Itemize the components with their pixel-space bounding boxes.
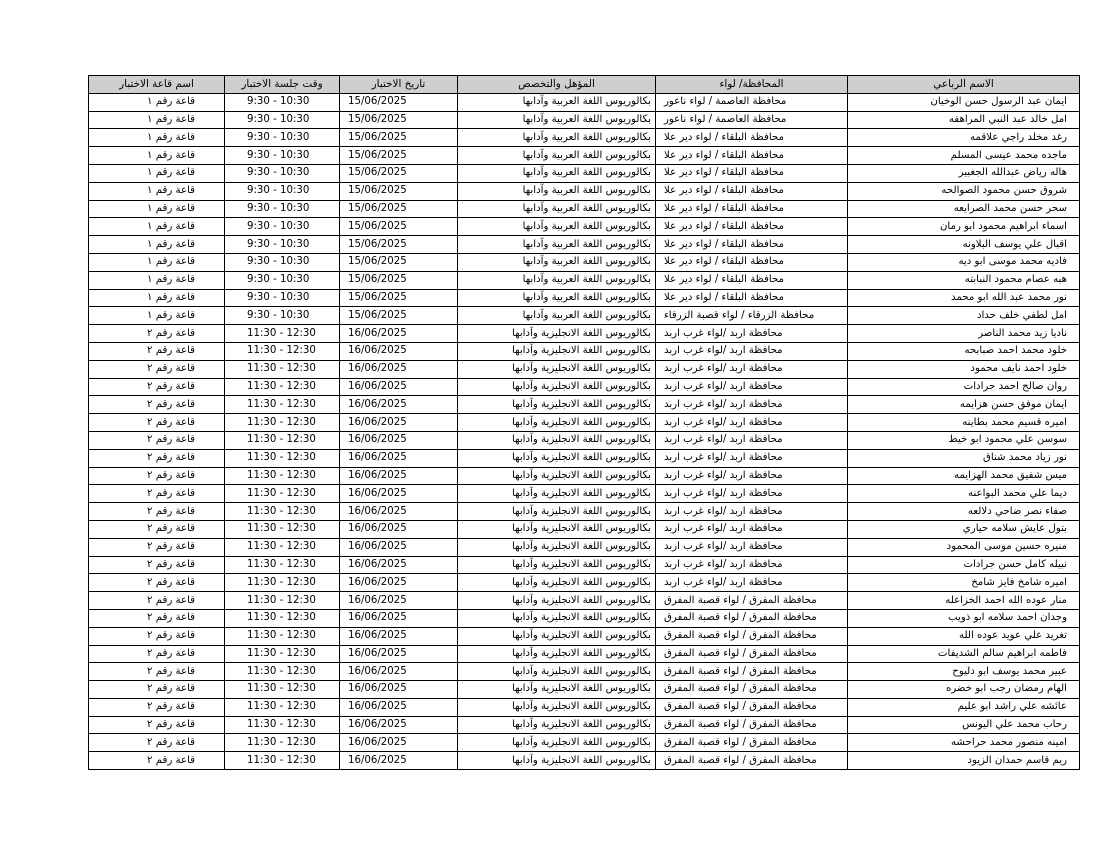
cell-qualification: بكالوريوس اللغة الانجليزية وآدابها [458, 698, 656, 716]
cell-exam-date: 15/06/2025 [340, 129, 458, 147]
cell-exam-date: 16/06/2025 [340, 538, 458, 556]
cell-session-time: 11:30 - 12:30 [225, 378, 340, 396]
header-hall: اسم قاعة الاختبار [89, 76, 225, 94]
cell-governorate: محافظة البلقاء / لواء دير علا [656, 129, 848, 147]
cell-name: ايمان موفق حسن هزايمه [848, 396, 1080, 414]
header-name: الاسم الرباعي [848, 76, 1080, 94]
cell-name: ريم قاسم حمدان الزيود [848, 752, 1080, 770]
cell-governorate: محافظة اربد /لواء غرب اربد [656, 449, 848, 467]
cell-name: شروق حسن محمود الصوالحه [848, 182, 1080, 200]
cell-session-time: 11:30 - 12:30 [225, 396, 340, 414]
cell-session-time: 11:30 - 12:30 [225, 431, 340, 449]
cell-governorate: محافظة المفرق / لواء قصبة المفرق [656, 645, 848, 663]
cell-session-time: 9:30 - 10:30 [225, 147, 340, 165]
cell-exam-date: 16/06/2025 [340, 609, 458, 627]
cell-hall: قاعة رقم ٢ [89, 414, 225, 432]
cell-name: نور محمد عبد الله ابو محمد [848, 289, 1080, 307]
cell-exam-date: 16/06/2025 [340, 325, 458, 343]
cell-name: رحاب محمد علي اليونس [848, 716, 1080, 734]
cell-session-time: 11:30 - 12:30 [225, 574, 340, 592]
cell-name: وجدان احمد سلامه ابو ذويب [848, 609, 1080, 627]
table-row [89, 93, 1080, 111]
table-row [89, 289, 1080, 307]
cell-name: امل خالد عبد النبي المراهفه [848, 111, 1080, 129]
cell-session-time: 11:30 - 12:30 [225, 485, 340, 503]
cell-hall: قاعة رقم ١ [89, 200, 225, 218]
cell-hall: قاعة رقم ٢ [89, 609, 225, 627]
cell-session-time: 11:30 - 12:30 [225, 663, 340, 681]
cell-hall: قاعة رقم ٢ [89, 485, 225, 503]
cell-name: اميره شامخ فايز شامخ [848, 574, 1080, 592]
cell-governorate: محافظة اربد /لواء غرب اربد [656, 485, 848, 503]
cell-qualification: بكالوريوس اللغة الانجليزية وآدابها [458, 609, 656, 627]
cell-qualification: بكالوريوس اللغة الانجليزية وآدابها [458, 396, 656, 414]
cell-session-time: 11:30 - 12:30 [225, 342, 340, 360]
cell-exam-date: 15/06/2025 [340, 253, 458, 271]
cell-exam-date: 16/06/2025 [340, 716, 458, 734]
cell-hall: قاعة رقم ١ [89, 129, 225, 147]
cell-qualification: بكالوريوس اللغة العربية وآدابها [458, 253, 656, 271]
table-row [89, 645, 1080, 663]
cell-qualification: بكالوريوس اللغة الانجليزية وآدابها [458, 485, 656, 503]
cell-session-time: 11:30 - 12:30 [225, 414, 340, 432]
cell-qualification: بكالوريوس اللغة الانجليزية وآدابها [458, 681, 656, 699]
cell-session-time: 11:30 - 12:30 [225, 609, 340, 627]
table-row [89, 431, 1080, 449]
cell-hall: قاعة رقم ١ [89, 236, 225, 254]
cell-qualification: بكالوريوس اللغة العربية وآدابها [458, 236, 656, 254]
cell-name: عائشه علي راشد ابو عليم [848, 698, 1080, 716]
cell-exam-date: 15/06/2025 [340, 93, 458, 111]
cell-qualification: بكالوريوس اللغة العربية وآدابها [458, 129, 656, 147]
cell-governorate: محافظة العاصمة / لواء ناعور [656, 111, 848, 129]
cell-name: روان صالح احمد جرادات [848, 378, 1080, 396]
cell-session-time: 11:30 - 12:30 [225, 627, 340, 645]
cell-session-time: 9:30 - 10:30 [225, 307, 340, 325]
cell-qualification: بكالوريوس اللغة الانجليزية وآدابها [458, 360, 656, 378]
cell-governorate: محافظة البلقاء / لواء دير علا [656, 253, 848, 271]
cell-session-time: 9:30 - 10:30 [225, 111, 340, 129]
cell-session-time: 11:30 - 12:30 [225, 592, 340, 610]
cell-governorate: محافظة المفرق / لواء قصبة المفرق [656, 592, 848, 610]
exam-schedule-table [88, 75, 1080, 770]
cell-session-time: 9:30 - 10:30 [225, 289, 340, 307]
cell-hall: قاعة رقم ١ [89, 218, 225, 236]
header-row [89, 76, 1080, 94]
cell-governorate: محافظة اربد /لواء غرب اربد [656, 520, 848, 538]
cell-governorate: محافظة اربد /لواء غرب اربد [656, 574, 848, 592]
cell-session-time: 11:30 - 12:30 [225, 538, 340, 556]
cell-exam-date: 16/06/2025 [340, 449, 458, 467]
cell-session-time: 9:30 - 10:30 [225, 182, 340, 200]
cell-hall: قاعة رقم ٢ [89, 592, 225, 610]
cell-governorate: محافظة البلقاء / لواء دير علا [656, 182, 848, 200]
cell-hall: قاعة رقم ١ [89, 307, 225, 325]
table-row [89, 200, 1080, 218]
table-body [89, 93, 1080, 769]
cell-qualification: بكالوريوس اللغة الانجليزية وآدابها [458, 574, 656, 592]
cell-governorate: محافظة اربد /لواء غرب اربد [656, 556, 848, 574]
cell-governorate: محافظة المفرق / لواء قصبة المفرق [656, 681, 848, 699]
table-row [89, 253, 1080, 271]
cell-session-time: 11:30 - 12:30 [225, 734, 340, 752]
table-row [89, 396, 1080, 414]
table-row [89, 342, 1080, 360]
cell-name: نور زياد محمد شناق [848, 449, 1080, 467]
cell-exam-date: 16/06/2025 [340, 431, 458, 449]
cell-hall: قاعة رقم ١ [89, 271, 225, 289]
cell-qualification: بكالوريوس اللغة الانجليزية وآدابها [458, 645, 656, 663]
cell-name: اميره قسيم محمد بطاينه [848, 414, 1080, 432]
cell-name: سوسن علي محمود ابو خيط [848, 431, 1080, 449]
cell-governorate: محافظة المفرق / لواء قصبة المفرق [656, 698, 848, 716]
cell-governorate: محافظة المفرق / لواء قصبة المفرق [656, 663, 848, 681]
cell-session-time: 11:30 - 12:30 [225, 556, 340, 574]
cell-qualification: بكالوريوس اللغة الانجليزية وآدابها [458, 592, 656, 610]
cell-exam-date: 16/06/2025 [340, 503, 458, 521]
cell-session-time: 11:30 - 12:30 [225, 698, 340, 716]
cell-governorate: محافظة اربد /لواء غرب اربد [656, 467, 848, 485]
table-row [89, 734, 1080, 752]
cell-name: الهام رمضان رجب ابو خضره [848, 681, 1080, 699]
cell-governorate: محافظة المفرق / لواء قصبة المفرق [656, 716, 848, 734]
cell-governorate: محافظة اربد /لواء غرب اربد [656, 503, 848, 521]
table-row [89, 325, 1080, 343]
cell-hall: قاعة رقم ٢ [89, 716, 225, 734]
cell-exam-date: 16/06/2025 [340, 681, 458, 699]
cell-name: تغريد علي عويد عوده الله [848, 627, 1080, 645]
cell-qualification: بكالوريوس اللغة العربية وآدابها [458, 307, 656, 325]
table-row [89, 111, 1080, 129]
table-row [89, 627, 1080, 645]
cell-exam-date: 16/06/2025 [340, 734, 458, 752]
cell-name: صفاء نصر ضاحي دلالعه [848, 503, 1080, 521]
cell-name: ميس شفيق محمد الهزايمه [848, 467, 1080, 485]
cell-name: خلود محمد احمد صبابحه [848, 342, 1080, 360]
table-row [89, 449, 1080, 467]
cell-hall: قاعة رقم ٢ [89, 663, 225, 681]
table-row [89, 467, 1080, 485]
cell-exam-date: 16/06/2025 [340, 414, 458, 432]
cell-exam-date: 16/06/2025 [340, 342, 458, 360]
cell-qualification: بكالوريوس اللغة الانجليزية وآدابها [458, 378, 656, 396]
table-row [89, 681, 1080, 699]
cell-exam-date: 16/06/2025 [340, 360, 458, 378]
cell-governorate: محافظة المفرق / لواء قصبة المفرق [656, 627, 848, 645]
cell-governorate: محافظة اربد /لواء غرب اربد [656, 431, 848, 449]
table-row [89, 147, 1080, 165]
cell-qualification: بكالوريوس اللغة الانجليزية وآدابها [458, 538, 656, 556]
cell-hall: قاعة رقم ٢ [89, 627, 225, 645]
table-row [89, 182, 1080, 200]
header-session-time: وقت جلسة الاختبار [225, 76, 340, 94]
cell-exam-date: 16/06/2025 [340, 574, 458, 592]
cell-governorate: محافظة الزرقاء / لواء قصبة الزرقاء [656, 307, 848, 325]
cell-name: بتول عايش سلامه حياري [848, 520, 1080, 538]
cell-session-time: 11:30 - 12:30 [225, 520, 340, 538]
cell-session-time: 9:30 - 10:30 [225, 271, 340, 289]
table-row [89, 752, 1080, 770]
cell-name: عبير محمد يوسف ابو دليوح [848, 663, 1080, 681]
header-governorate: المحافظة/ لواء [656, 76, 848, 94]
cell-name: فاديه محمد موسى ابو ديه [848, 253, 1080, 271]
cell-exam-date: 16/06/2025 [340, 663, 458, 681]
cell-session-time: 9:30 - 10:30 [225, 253, 340, 271]
cell-hall: قاعة رقم ٢ [89, 538, 225, 556]
cell-exam-date: 15/06/2025 [340, 218, 458, 236]
cell-governorate: محافظة المفرق / لواء قصبة المفرق [656, 752, 848, 770]
cell-name: فاطمه ابراهيم سالم الشديفات [848, 645, 1080, 663]
table-row [89, 698, 1080, 716]
cell-hall: قاعة رقم ٢ [89, 698, 225, 716]
cell-exam-date: 16/06/2025 [340, 627, 458, 645]
cell-hall: قاعة رقم ٢ [89, 681, 225, 699]
table-row [89, 164, 1080, 182]
cell-qualification: بكالوريوس اللغة العربية وآدابها [458, 147, 656, 165]
cell-qualification: بكالوريوس اللغة الانجليزية وآدابها [458, 503, 656, 521]
table-row [89, 236, 1080, 254]
cell-name: امينه منصور محمد حراحشه [848, 734, 1080, 752]
cell-governorate: محافظة اربد /لواء غرب اربد [656, 396, 848, 414]
cell-qualification: بكالوريوس اللغة الانجليزية وآدابها [458, 734, 656, 752]
cell-hall: قاعة رقم ٢ [89, 467, 225, 485]
cell-hall: قاعة رقم ١ [89, 147, 225, 165]
cell-session-time: 9:30 - 10:30 [225, 218, 340, 236]
cell-governorate: محافظة اربد /لواء غرب اربد [656, 342, 848, 360]
cell-name: ايمان عبد الرسول حسن الوخيان [848, 93, 1080, 111]
cell-exam-date: 16/06/2025 [340, 396, 458, 414]
cell-qualification: بكالوريوس اللغة الانجليزية وآدابها [458, 431, 656, 449]
cell-qualification: بكالوريوس اللغة الانجليزية وآدابها [458, 752, 656, 770]
table-row [89, 485, 1080, 503]
cell-governorate: محافظة البلقاء / لواء دير علا [656, 236, 848, 254]
cell-exam-date: 15/06/2025 [340, 236, 458, 254]
cell-hall: قاعة رقم ٢ [89, 734, 225, 752]
cell-hall: قاعة رقم ٢ [89, 378, 225, 396]
cell-exam-date: 16/06/2025 [340, 485, 458, 503]
cell-governorate: محافظة البلقاء / لواء دير علا [656, 147, 848, 165]
table-row [89, 556, 1080, 574]
cell-hall: قاعة رقم ٢ [89, 645, 225, 663]
cell-name: اسماء ابراهيم محمود ابو رمان [848, 218, 1080, 236]
table-row [89, 271, 1080, 289]
cell-hall: قاعة رقم ٢ [89, 520, 225, 538]
cell-name: هبه عصام محمود النبابته [848, 271, 1080, 289]
table-row [89, 538, 1080, 556]
cell-session-time: 9:30 - 10:30 [225, 93, 340, 111]
cell-name: خلود احمد نايف محمود [848, 360, 1080, 378]
cell-name: هاله رياض عبدالله الجغبير [848, 164, 1080, 182]
header-exam-date: تاريخ الاختبار [340, 76, 458, 94]
cell-qualification: بكالوريوس اللغة الانجليزية وآدابها [458, 716, 656, 734]
cell-exam-date: 15/06/2025 [340, 289, 458, 307]
cell-qualification: بكالوريوس اللغة العربية وآدابها [458, 93, 656, 111]
cell-governorate: محافظة البلقاء / لواء دير علا [656, 200, 848, 218]
cell-qualification: بكالوريوس اللغة الانجليزية وآدابها [458, 627, 656, 645]
cell-session-time: 9:30 - 10:30 [225, 200, 340, 218]
cell-governorate: محافظة البلقاء / لواء دير علا [656, 289, 848, 307]
table-row [89, 663, 1080, 681]
cell-name: منار عوده الله احمد الخزاعله [848, 592, 1080, 610]
cell-exam-date: 15/06/2025 [340, 271, 458, 289]
table-row [89, 520, 1080, 538]
cell-hall: قاعة رقم ١ [89, 111, 225, 129]
cell-session-time: 9:30 - 10:30 [225, 129, 340, 147]
cell-session-time: 9:30 - 10:30 [225, 236, 340, 254]
cell-qualification: بكالوريوس اللغة العربية وآدابها [458, 289, 656, 307]
cell-session-time: 11:30 - 12:30 [225, 681, 340, 699]
cell-qualification: بكالوريوس اللغة الانجليزية وآدابها [458, 556, 656, 574]
cell-exam-date: 16/06/2025 [340, 592, 458, 610]
cell-name: امل لطفي خلف حداد [848, 307, 1080, 325]
table-row [89, 609, 1080, 627]
cell-exam-date: 16/06/2025 [340, 556, 458, 574]
table-row [89, 503, 1080, 521]
cell-exam-date: 15/06/2025 [340, 111, 458, 129]
table-row [89, 414, 1080, 432]
cell-qualification: بكالوريوس اللغة الانجليزية وآدابها [458, 325, 656, 343]
cell-name: ماجده محمد عيسى المسلم [848, 147, 1080, 165]
cell-exam-date: 16/06/2025 [340, 752, 458, 770]
cell-exam-date: 16/06/2025 [340, 378, 458, 396]
cell-session-time: 11:30 - 12:30 [225, 467, 340, 485]
cell-name: رغد مخلد راجي علاقمه [848, 129, 1080, 147]
cell-name: سحر حسن محمد الصرايعه [848, 200, 1080, 218]
cell-hall: قاعة رقم ١ [89, 182, 225, 200]
table-row [89, 574, 1080, 592]
cell-name: اقبال علي يوسف البلاونه [848, 236, 1080, 254]
cell-session-time: 11:30 - 12:30 [225, 716, 340, 734]
cell-exam-date: 15/06/2025 [340, 147, 458, 165]
cell-exam-date: 15/06/2025 [340, 182, 458, 200]
cell-qualification: بكالوريوس اللغة الانجليزية وآدابها [458, 520, 656, 538]
cell-hall: قاعة رقم ١ [89, 93, 225, 111]
cell-exam-date: 15/06/2025 [340, 307, 458, 325]
cell-governorate: محافظة اربد /لواء غرب اربد [656, 360, 848, 378]
cell-session-time: 11:30 - 12:30 [225, 752, 340, 770]
cell-governorate: محافظة اربد /لواء غرب اربد [656, 378, 848, 396]
table-row [89, 129, 1080, 147]
cell-qualification: بكالوريوس اللغة العربية وآدابها [458, 111, 656, 129]
cell-governorate: محافظة اربد /لواء غرب اربد [656, 325, 848, 343]
cell-exam-date: 16/06/2025 [340, 698, 458, 716]
cell-name: نبيله كامل حسن جرادات [848, 556, 1080, 574]
cell-hall: قاعة رقم ٢ [89, 449, 225, 467]
cell-governorate: محافظة المفرق / لواء قصبة المفرق [656, 734, 848, 752]
cell-qualification: بكالوريوس اللغة الانجليزية وآدابها [458, 663, 656, 681]
table-row [89, 360, 1080, 378]
cell-governorate: محافظة البلقاء / لواء دير علا [656, 164, 848, 182]
cell-session-time: 11:30 - 12:30 [225, 360, 340, 378]
cell-hall: قاعة رقم ١ [89, 253, 225, 271]
cell-qualification: بكالوريوس اللغة العربية وآدابها [458, 182, 656, 200]
cell-exam-date: 15/06/2025 [340, 200, 458, 218]
cell-name: ديما علي محمد البواعنه [848, 485, 1080, 503]
cell-qualification: بكالوريوس اللغة العربية وآدابها [458, 164, 656, 182]
table-row [89, 716, 1080, 734]
cell-hall: قاعة رقم ٢ [89, 574, 225, 592]
cell-qualification: بكالوريوس اللغة الانجليزية وآدابها [458, 414, 656, 432]
cell-exam-date: 16/06/2025 [340, 467, 458, 485]
cell-qualification: بكالوريوس اللغة العربية وآدابها [458, 200, 656, 218]
cell-exam-date: 16/06/2025 [340, 645, 458, 663]
cell-hall: قاعة رقم ١ [89, 164, 225, 182]
cell-hall: قاعة رقم ٢ [89, 431, 225, 449]
cell-hall: قاعة رقم ٢ [89, 342, 225, 360]
cell-hall: قاعة رقم ٢ [89, 556, 225, 574]
cell-name: منيره حسين موسى المحمود [848, 538, 1080, 556]
cell-session-time: 11:30 - 12:30 [225, 449, 340, 467]
table-row [89, 378, 1080, 396]
cell-qualification: بكالوريوس اللغة العربية وآدابها [458, 218, 656, 236]
cell-governorate: محافظة اربد /لواء غرب اربد [656, 414, 848, 432]
table-row [89, 307, 1080, 325]
cell-qualification: بكالوريوس اللغة الانجليزية وآدابها [458, 449, 656, 467]
cell-governorate: محافظة العاصمة / لواء ناعور [656, 93, 848, 111]
table-row [89, 592, 1080, 610]
cell-hall: قاعة رقم ٢ [89, 325, 225, 343]
cell-hall: قاعة رقم ٢ [89, 752, 225, 770]
cell-governorate: محافظة البلقاء / لواء دير علا [656, 271, 848, 289]
cell-exam-date: 15/06/2025 [340, 164, 458, 182]
header-qualification: المؤهل والتخصص [458, 76, 656, 94]
cell-session-time: 11:30 - 12:30 [225, 503, 340, 521]
cell-session-time: 11:30 - 12:30 [225, 645, 340, 663]
cell-session-time: 9:30 - 10:30 [225, 164, 340, 182]
cell-governorate: محافظة المفرق / لواء قصبة المفرق [656, 609, 848, 627]
cell-hall: قاعة رقم ١ [89, 289, 225, 307]
cell-governorate: محافظة البلقاء / لواء دير علا [656, 218, 848, 236]
cell-hall: قاعة رقم ٢ [89, 360, 225, 378]
cell-qualification: بكالوريوس اللغة الانجليزية وآدابها [458, 342, 656, 360]
cell-governorate: محافظة اربد /لواء غرب اربد [656, 538, 848, 556]
cell-name: ناديا زيد محمد الناصر [848, 325, 1080, 343]
table-row [89, 218, 1080, 236]
cell-qualification: بكالوريوس اللغة العربية وآدابها [458, 271, 656, 289]
cell-hall: قاعة رقم ٢ [89, 503, 225, 521]
cell-session-time: 11:30 - 12:30 [225, 325, 340, 343]
cell-exam-date: 16/06/2025 [340, 520, 458, 538]
cell-qualification: بكالوريوس اللغة الانجليزية وآدابها [458, 467, 656, 485]
cell-hall: قاعة رقم ٢ [89, 396, 225, 414]
